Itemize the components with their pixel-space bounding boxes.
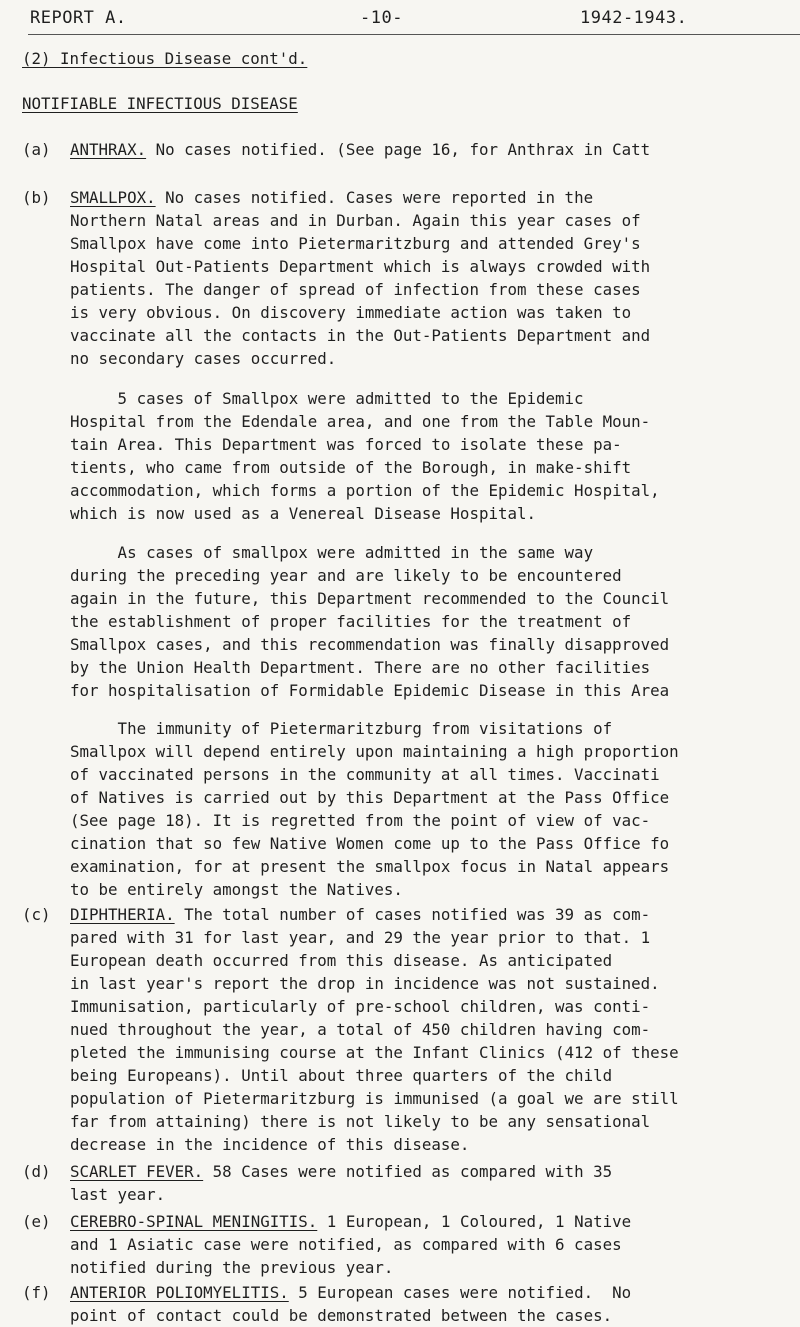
- report-years: 1942-1943.: [580, 8, 688, 28]
- text-line: Hospital Out-Patients Department which is always crowded with: [70, 257, 651, 276]
- text-line: patients. The danger of spread of infection from these cases: [70, 280, 641, 299]
- text-line: decrease in the incidence of this disease.: [70, 1135, 470, 1154]
- text-line: Hospital from the Edendale area, and one from the Table Moun-: [70, 412, 651, 431]
- text-line: The immunity of Pietermaritzburg from visitations of: [70, 719, 613, 738]
- text-line: again in the future, this Department recommended to the Council: [70, 589, 670, 608]
- text-line: (See page 18). It is regretted from the point of view of vac-: [70, 811, 651, 830]
- text-line: being Europeans). Until about three quarters of the child: [70, 1066, 613, 1085]
- text-line: for hospitalisation of Formidable Epidemic Disease in this Area: [70, 681, 670, 700]
- item-f-label: (f): [22, 1283, 51, 1302]
- text-line: of Natives is carried out by this Department at the Pass Office: [70, 788, 670, 807]
- item-e-meningitis: CEREBRO-SPINAL MENINGITIS. 1 European, 1 Coloured, 1 Native: [70, 1212, 632, 1231]
- text-line: last year.: [70, 1185, 166, 1204]
- text-line: point of contact could be demonstrated between the cases.: [70, 1306, 613, 1325]
- text-line: of vaccinated persons in the community at all times. Vaccinati: [70, 765, 660, 784]
- item-b-smallpox: SMALLPOX. No cases notified. Cases were reported in the: [70, 188, 594, 207]
- text-line: tients, who came from outside of the Borough, in make-shift: [70, 458, 632, 477]
- text-line: during the preceding year and are likely to be encountered: [70, 566, 622, 585]
- text-line: European death occurred from this disease. As anticipated: [70, 951, 613, 970]
- text-line: population of Pietermaritzburg is immunised (a goal we are still: [70, 1089, 679, 1108]
- text-line: examination, for at present the smallpox focus in Natal appears: [70, 857, 670, 876]
- text-line: 5 cases of Smallpox were admitted to the Epidemic: [70, 389, 584, 408]
- text-line: accommodation, which forms a portion of the Epidemic Hospital,: [70, 481, 660, 500]
- page-number: -10-: [360, 8, 403, 28]
- report-label: REPORT A.: [30, 8, 127, 28]
- text-line: notified during the previous year.: [70, 1258, 394, 1277]
- item-a-label: (a): [22, 140, 51, 159]
- text-line: Smallpox cases, and this recommendation was finally disapproved: [70, 635, 670, 654]
- text-line: Smallpox will depend entirely upon maintaining a high proportion: [70, 742, 679, 761]
- text-line: tain Area. This Department was forced to isolate these pa-: [70, 435, 622, 454]
- text-line: by the Union Health Department. There are no other facilities: [70, 658, 651, 677]
- text-line: cination that so few Native Women come up to the Pass Office fo: [70, 834, 670, 853]
- text-line: Immunisation, particularly of pre-school children, was conti-: [70, 997, 651, 1016]
- text-line: no secondary cases occurred.: [70, 349, 337, 368]
- item-c-label: (c): [22, 905, 51, 924]
- text-line: which is now used as a Venereal Disease Hospital.: [70, 504, 537, 523]
- item-e-label: (e): [22, 1212, 51, 1231]
- section-subtitle: NOTIFIABLE INFECTIOUS DISEASE: [22, 94, 298, 113]
- item-a-anthrax: ANTHRAX. No cases notified. (See page 16, for Anthrax in Catt: [70, 140, 651, 159]
- text-line: the establishment of proper facilities for the treatment of: [70, 612, 632, 631]
- item-d-scarlet-fever: SCARLET FEVER. 58 Cases were notified as compared with 35: [70, 1162, 613, 1181]
- text-line: nued throughout the year, a total of 450 children having com-: [70, 1020, 651, 1039]
- text-line: is very obvious. On discovery immediate action was taken to: [70, 303, 632, 322]
- item-c-diphtheria: DIPHTHERIA. The total number of cases notified was 39 as com-: [70, 905, 651, 924]
- text-line: to be entirely amongst the Natives.: [70, 880, 403, 899]
- text-line: As cases of smallpox were admitted in the same way: [70, 543, 594, 562]
- section-title: (2) Infectious Disease cont'd.: [22, 49, 308, 68]
- header-rule: [28, 34, 800, 35]
- text-line: Smallpox have come into Pietermaritzburg and attended Grey's: [70, 234, 641, 253]
- text-line: pared with 31 for last year, and 29 the year prior to that. 1: [70, 928, 651, 947]
- text-line: Northern Natal areas and in Durban. Again this year cases of: [70, 211, 641, 230]
- item-f-poliomyelitis: ANTERIOR POLIOMYELITIS. 5 European cases were notified. No: [70, 1283, 632, 1302]
- text-line: in last year's report the drop in incidence was not sustained.: [70, 974, 660, 993]
- item-d-label: (d): [22, 1162, 51, 1181]
- text-line: and 1 Asiatic case were notified, as compared with 6 cases: [70, 1235, 622, 1254]
- text-line: pleted the immunising course at the Infant Clinics (412 of these: [70, 1043, 679, 1062]
- text-line: far from attaining) there is not likely to be any sensational: [70, 1112, 651, 1131]
- item-b-label: (b): [22, 188, 51, 207]
- text-line: vaccinate all the contacts in the Out-Patients Department and: [70, 326, 651, 345]
